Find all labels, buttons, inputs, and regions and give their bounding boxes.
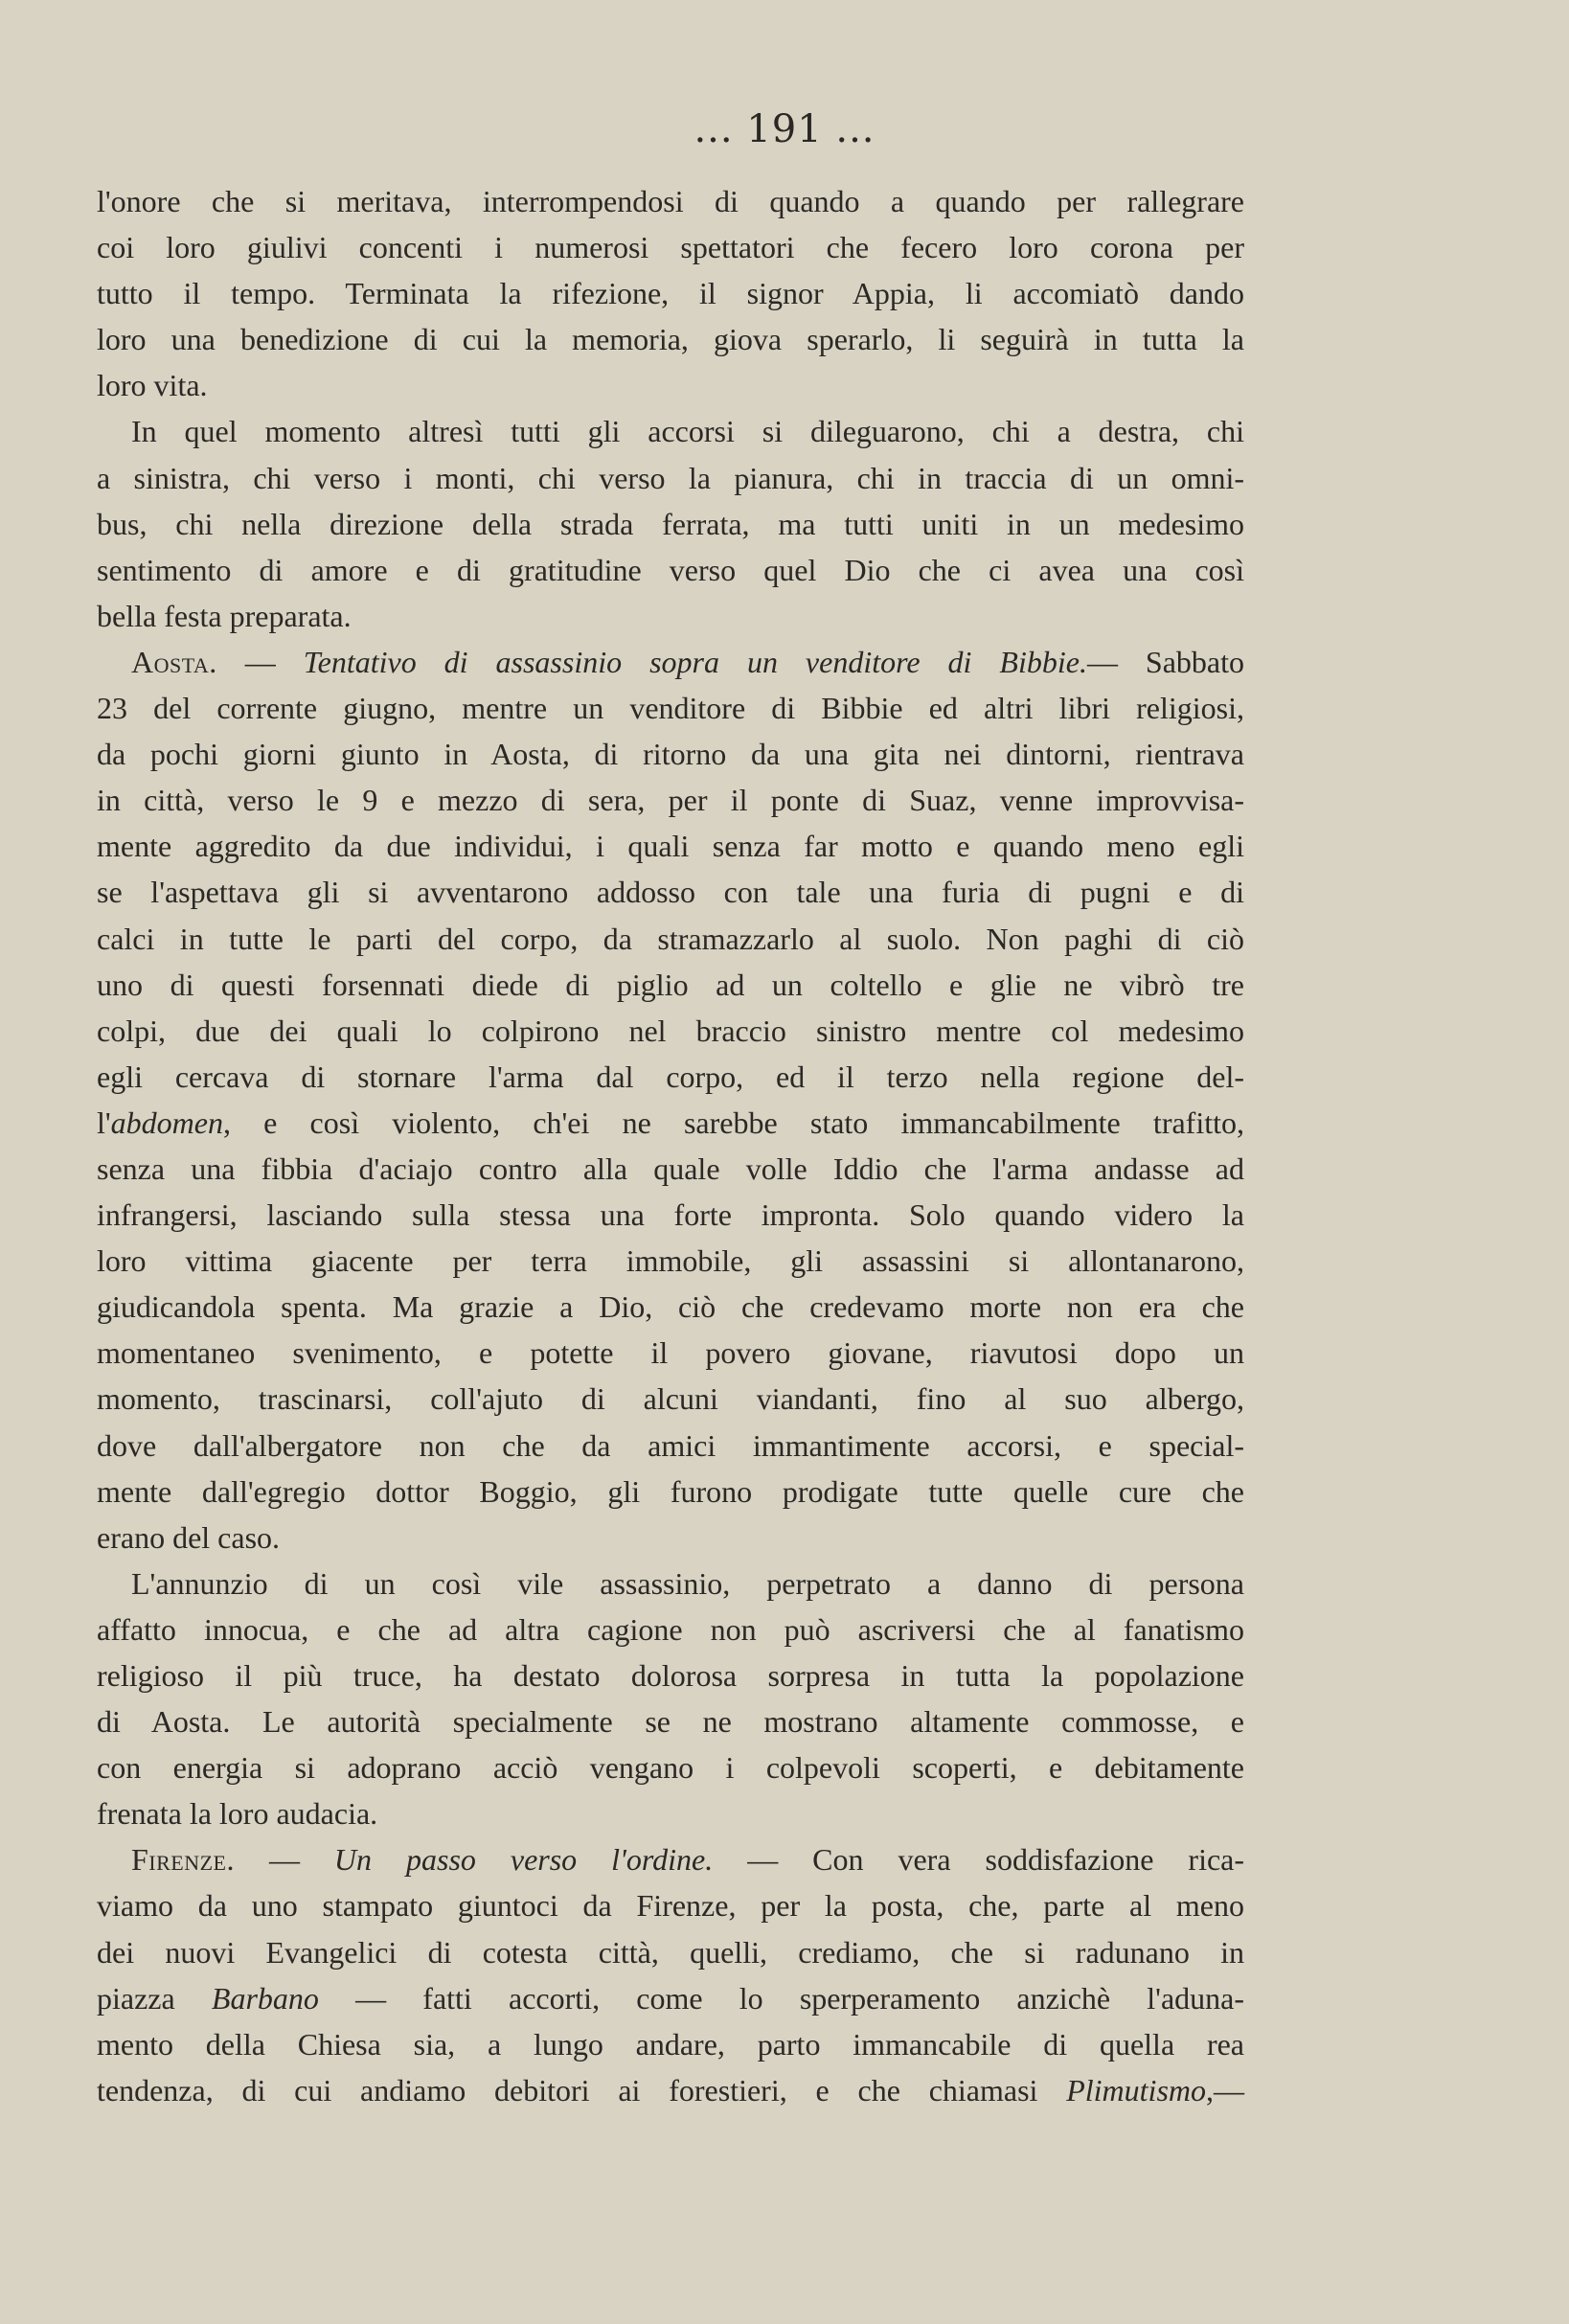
text-line [97, 2067, 1244, 2113]
text-fragment: — Con vera soddisfazione rica- [747, 1842, 1245, 1878]
text-line: sentimento di amore e di gratitudine verso quel Dio che ci avea una così [97, 552, 1244, 587]
text-line: in città, verso le 9 e mezzo di sera, per il ponte di Suaz, venne improvvisa- [97, 783, 1244, 818]
text-fragment: tendenza, di cui andiamo debitori ai forestieri, e che chiamasi [97, 2072, 1067, 2108]
section-heading-aosta: Aosta. [131, 644, 217, 679]
text-line: L'annunzio di un così vile assassinio, perpetrato a danno di persona [131, 1565, 1244, 1601]
text-line: Aosta. — Tentativo di assassinio sopra un venditore di Bibbie.— Sabbato [131, 644, 1245, 679]
paragraph-2 [97, 408, 1244, 638]
section-heading-firenze: Firenze. [131, 1842, 235, 1878]
text-fragment: ,— [1206, 2072, 1244, 2108]
text-line: frenata la loro audacia. [97, 1796, 378, 1832]
text-line: loro una benedizione di cui la memoria, giova sperarlo, li seguirà in tutta la [97, 322, 1244, 357]
italic-word: Plimutismo [1066, 2072, 1206, 2108]
text-line: 23 del corrente giugno, mentre un venditore di Bibbie ed altri libri religiosi, [97, 691, 1244, 726]
text-line: l'onore che si meritava, interrompendosi di quando a quando per rallegrare [97, 184, 1244, 218]
text-line [97, 1975, 1244, 2021]
text-fragment: l' [97, 1105, 111, 1140]
body-text [97, 178, 1244, 2113]
text-line [97, 1100, 1244, 1146]
paragraph-firenze [97, 1836, 1244, 2113]
page-number: ... 191 ... [694, 107, 875, 151]
italic-word: Barbano [211, 1980, 319, 2016]
text-line: infrangersi, lasciando sulla stessa una forte impronta. Solo quando videro la [97, 1197, 1244, 1233]
text-line: erano del caso. [97, 1519, 281, 1555]
text-line: giudicandola spenta. Ma grazie a Dio, ciò che credevamo morte non era che [97, 1289, 1244, 1325]
text-line: mente aggredito da due individui, i quali senza far motto e quando meno egli [97, 829, 1244, 864]
text-line: In quel momento altresì tutti gli accorsi si dileguarono, chi a destra, chi [131, 414, 1244, 449]
text-line: calci in tutte le parti del corpo, da stramazzarlo al suolo. Non paghi di ciò [97, 921, 1244, 956]
text-line: Firenze. — Un passo verso l'ordine. — Con vera soddisfazione rica- [131, 1842, 1245, 1878]
paragraph-4 [97, 1561, 1244, 1837]
text-line: se l'aspettava gli si avventarono addosso con tale una furia di pugni e di [97, 875, 1244, 910]
text-line: coi loro giulivi concenti i numerosi spettatori che fecero loro corona per [97, 230, 1244, 265]
text-fragment: , e così violento, ch'ei ne sarebbe stato immancabilmente trafitto, [222, 1105, 1244, 1140]
text-line: momento, trascinarsi, coll'ajuto di alcuni viandanti, fino al suo albergo, [97, 1381, 1244, 1417]
text-line: uno di questi forsennati diede di piglio ad un coltello e glie ne vibrò tre [97, 967, 1244, 1002]
text-line: bus, chi nella direzione della strada ferrata, ma tutti uniti in un medesimo [97, 506, 1244, 541]
paragraph-1 [97, 178, 1244, 408]
text-line: colpi, due dei quali lo colpirono nel braccio sinistro mentre col medesimo [97, 1013, 1244, 1048]
text-line: con energia si adoprano acciò vengano i colpevoli scoperti, e debitamente [97, 1750, 1244, 1786]
text-line: da pochi giorni giunto in Aosta, di ritorno da una gita nei dintorni, rientrava [97, 737, 1244, 772]
text-fragment: — Sabbato [1086, 644, 1245, 679]
paragraph-aosta [97, 639, 1244, 1561]
article-title: Un passo verso l'ordine. [333, 1842, 714, 1878]
text-line: loro vittima giacente per terra immobile, gli assassini si allontanarono, [97, 1243, 1244, 1279]
text-line: loro vita. [97, 368, 208, 403]
text-line: viamo da uno stampato giuntoci da Firenze, per la posta, che, parte al meno [97, 1888, 1244, 1924]
text-line: senza una fibbia d'aciajo contro alla quale volle Iddio che l'arma andasse ad [97, 1151, 1244, 1186]
text-line: tutto il tempo. Terminata la rifezione, il signor Appia, li accomiatò dando [97, 276, 1244, 311]
text-line: egli cercava di stornare l'arma dal corpo, ed il terzo nella regione del- [97, 1059, 1244, 1094]
text-line: dove dall'albergatore non che da amici immantimente accorsi, e special- [97, 1427, 1244, 1463]
text-line: dei nuovi Evangelici di cotesta città, quelli, crediamo, che si radunano in [97, 1934, 1244, 1970]
text-line: bella festa preparata. [97, 598, 352, 633]
italic-word: abdomen [110, 1105, 223, 1140]
text-line: di Aosta. Le autorità specialmente se ne mostrano altamente commosse, e [97, 1704, 1244, 1740]
text-line: a sinistra, chi verso i monti, chi verso la pianura, chi in traccia di un omni- [97, 460, 1244, 495]
text-line: religioso il più truce, ha destato dolorosa sorpresa in tutta la popolazione [97, 1658, 1244, 1693]
text-line: mento della Chiesa sia, a lungo andare, parto immancabile di quella rea [97, 2026, 1244, 2062]
text-line: mente dall'egregio dottor Boggio, gli furono prodigate tutte quelle cure che [97, 1473, 1244, 1509]
text-line: affatto innocua, e che ad altra cagione non può ascriversi che al fanatismo [97, 1611, 1244, 1647]
text-line: momentaneo svenimento, e potette il povero giovane, riavutosi dopo un [97, 1335, 1244, 1371]
text-fragment: piazza [97, 1980, 212, 2016]
article-title: Tentativo di assassinio sopra un venditore di Bibbie. [303, 644, 1087, 679]
text-fragment: — fatti accorti, come lo sperperamento anzichè l'aduna- [318, 1980, 1245, 2016]
